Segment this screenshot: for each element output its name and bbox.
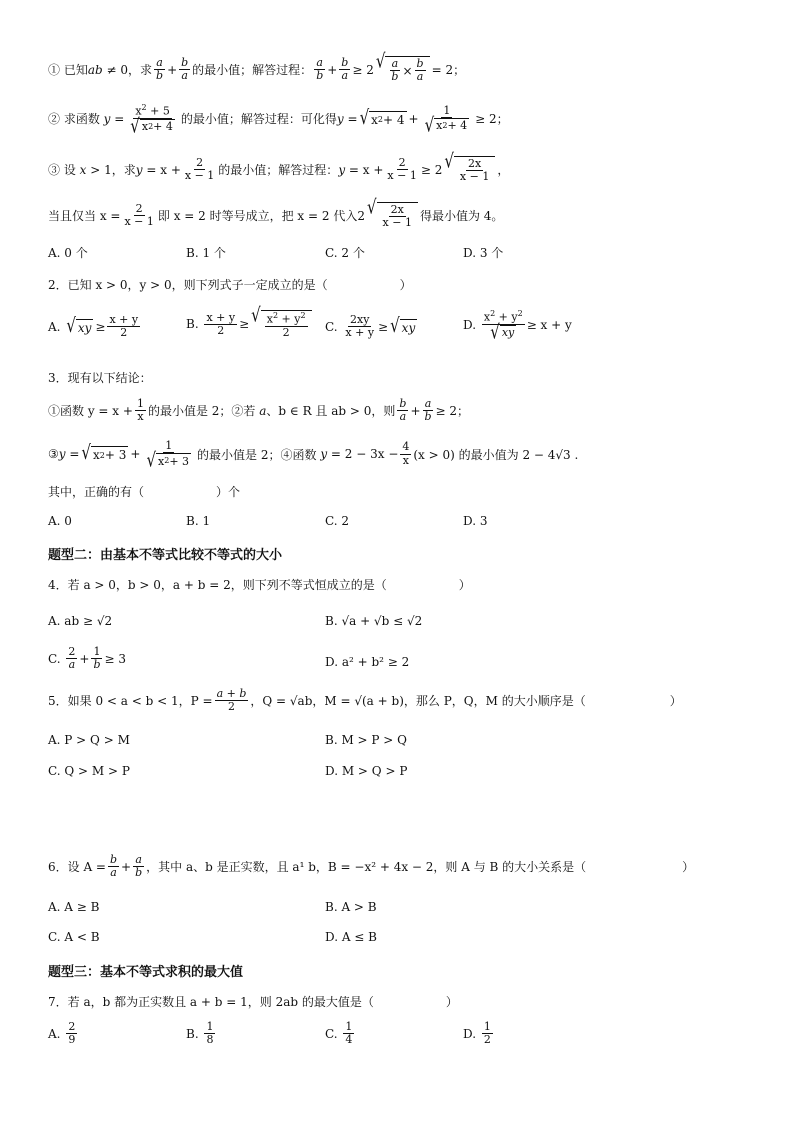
q1-option-d[interactable]: D. 3 个 (463, 246, 504, 260)
q7-option-a[interactable]: A. $\frac{2}{9}$ (48, 1020, 76, 1047)
q2-option-a[interactable]: A. √ xy ≥ $\frac{x + y}{2}$ (48, 313, 139, 340)
q3-statements-2: ③ y = √ x 2 + 3 + 1 √ x 2 + 3 的最小值是 2；④函数 y = 2 − 3x − $\frac{4}{x}$ (x > 0) 的最小值为 2 − 4√3 . (48, 439, 579, 472)
q5-option-c[interactable]: C. Q > M > P (48, 764, 130, 778)
q4-option-a[interactable]: A. ab ≥ √2 (48, 614, 113, 628)
q1-option-b[interactable]: B. 1 个 (186, 246, 226, 260)
q4-option-b[interactable]: B. √a + √b ≤ √2 (325, 614, 423, 628)
q2-option-d[interactable]: D. $x^2 + y^2$ √ xy ≥ x + y (463, 309, 572, 344)
statement-2: ② 求函数 y = $x^2 + 5$ √ x 2 + 4 的最小值；解答过程：可化得 y = √ x 2 + 4 + 1 √ x 2 + 4 ≥ 2； (48, 103, 509, 138)
q5-option-b[interactable]: B. M > P > Q (325, 733, 408, 747)
q6-stem: 6．设 A = $\frac{b}{a}$ + $\frac{a}{b}$ ，其中 a、b 是正实数，且 a¹ b，B = −x² + 4x − 2，则 A 与 B 的大小关系是（ ） (48, 853, 695, 880)
statement-3-cont: 当且仅当 x = $\frac{2}{x - 1}$ 即 x = 2 时等号成立，把 x = 2 代入 2 √ $\frac{2x}{x - 1}$ 得最小值为 4。 (48, 195, 504, 230)
q3-option-b[interactable]: B. 1 (186, 514, 211, 528)
q2-stem: 2．已知 x > 0，y > 0，则下列式子一定成立的是（ ） (48, 278, 412, 292)
q6-option-d[interactable]: D. A ≤ B (325, 930, 377, 944)
q3-stem: 3．现有以下结论： (48, 371, 152, 385)
q1-option-a[interactable]: A. 0 个 (48, 246, 88, 260)
statement-1-tail: 的最小值；解答过程： (192, 63, 313, 78)
q4-option-d[interactable]: D. a² + b² ≥ 2 (325, 655, 410, 669)
q4-option-c[interactable]: C. $\frac{2}{a}$ + $\frac{1}{b}$ ≥ 3 (48, 645, 127, 672)
statement-1: ① 已知 ab ≠ 0 ，求 $\frac{a}{b}$ + $\frac{b}{a}$ 的最小值；解答过程： $\frac{a}{b}$ + $\frac{b}{a}$ ≥ 2 √ $\frac{a}{b}$ × $\frac{b}{a}$ = 2； (48, 49, 466, 84)
q5-stem: 5．如果 0 < a < b < 1，P = $\frac{a + b}{2}$ ，Q = √ab，M = √(a + b)，那么 P，Q，M 的大小顺序是（ ） (48, 687, 682, 714)
q5-option-a[interactable]: A. P > Q > M (48, 733, 130, 747)
q5-option-d[interactable]: D. M > Q > P (325, 764, 408, 778)
q3-statements-1: ①函数 y = x + $\frac{1}{x}$ 的最小值是 2；②若 a 、b ∈ R 且 ab > 0，则 $\frac{b}{a}$ + $\frac{a}{b}$ ≥ 2； (48, 397, 470, 424)
statement-1-prefix: ① 已知 (48, 63, 88, 78)
q3-option-d[interactable]: D. 3 (463, 514, 488, 528)
q6-option-a[interactable]: A. A ≥ B (48, 900, 100, 914)
q2-option-b[interactable]: B. $\frac{x + y}{2}$ ≥ √ $\frac{x^2 + y^2}{2}$ (186, 310, 314, 339)
q3-option-c[interactable]: C. 2 (325, 514, 350, 528)
q7-stem: 7．若 a，b 都为正实数且 a + b = 1，则 2ab 的最大值是（ ） (48, 995, 458, 1009)
q2-option-c[interactable]: C. $\frac{2xy}{x + y}$ ≥ √ xy (325, 313, 416, 340)
q7-option-d[interactable]: D. $\frac{1}{2}$ (463, 1020, 491, 1047)
q6-option-c[interactable]: C. A < B (48, 930, 100, 944)
section-heading-2: 题型二：由基本不等式比较不等式的大小 (48, 548, 283, 563)
q6-option-b[interactable]: B. A > B (325, 900, 377, 914)
q4-stem: 4．若 a > 0，b > 0，a + b = 2，则下列不等式恒成立的是（ ） (48, 578, 471, 592)
statement-3: ③ 设 x > 1 ，求 y = x + $\frac{2}{x - 1}$ 的最小值；解答过程： y = x + $\frac{2}{x - 1}$ ≥ 2 √ $\frac{2x}{x - 1}$ ， (48, 149, 510, 184)
q3-option-a[interactable]: A. 0 (48, 514, 72, 528)
q1-option-c[interactable]: C. 2 个 (325, 246, 365, 260)
q3-question: 其中，正确的有（ ）个 (48, 485, 241, 499)
q7-option-b[interactable]: B. $\frac{1}{8}$ (186, 1020, 214, 1047)
q7-option-c[interactable]: C. $\frac{1}{4}$ (325, 1020, 353, 1047)
section-heading-3: 题型三：基本不等式求积的最大值 (48, 965, 244, 980)
